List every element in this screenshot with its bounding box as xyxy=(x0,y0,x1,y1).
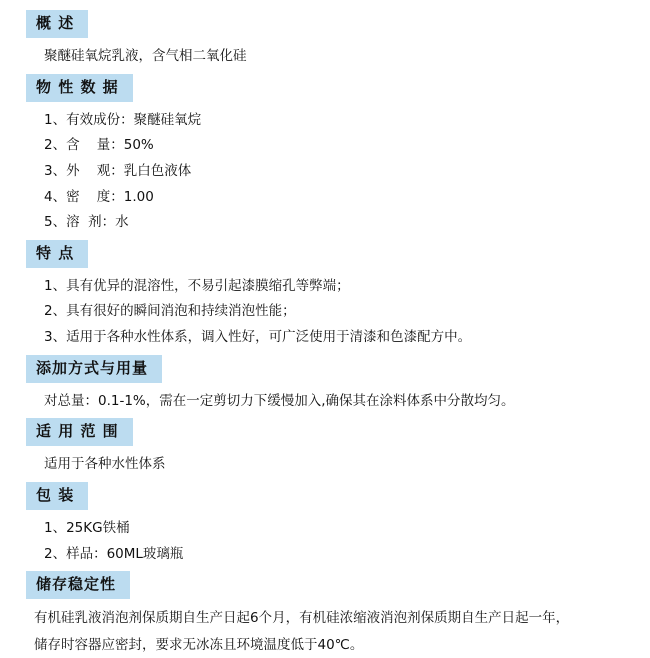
section-body-application-scope xyxy=(26,452,632,478)
section-heading-packaging: 包 装 xyxy=(26,482,88,510)
list-item: 3、外 观：乳白色液体 xyxy=(44,162,192,179)
section-body-storage-stability xyxy=(26,605,632,658)
list-item: 2、具有很好的瞬间消泡和持续消泡性能； xyxy=(44,303,296,320)
list-item: 1、有效成份：聚醚硅氧烷 xyxy=(44,111,202,128)
list-item: 5、溶 剂：水 xyxy=(44,214,129,231)
section-packaging xyxy=(26,482,632,567)
text-line: 对总量：0.1-1%，需在一定剪切力下缓慢加入,确保其在涂料体系中分散均匀。 xyxy=(44,392,515,409)
section-heading-dosage: 添加方式与用量 xyxy=(26,355,162,383)
section-overview xyxy=(26,10,632,70)
text-line: 有机硅乳液消泡剂保质期自生产日起6个月，有机硅浓缩液消泡剂保质期自生产日起一年， xyxy=(34,610,570,627)
list-item: 3、适用于各种水性体系，调入性好，可广泛使用于清漆和色漆配方中。 xyxy=(44,329,472,346)
section-body-dosage xyxy=(26,389,632,415)
list-item: 2、样品：60ML玻璃瓶 xyxy=(44,545,184,562)
list-item: 2、含 量：50% xyxy=(44,137,154,154)
section-storage-stability xyxy=(26,571,632,658)
section-dosage xyxy=(26,355,632,415)
text-line: 适用于各种水性体系 xyxy=(44,456,166,473)
section-heading-application-scope: 适 用 范 围 xyxy=(26,418,133,446)
section-body-overview xyxy=(26,44,632,70)
section-body-physical-data xyxy=(26,108,632,236)
section-physical-data xyxy=(26,74,632,236)
section-heading-features: 特 点 xyxy=(26,240,88,268)
text-line: 聚醚硅氧烷乳液，含气相二氧化硅 xyxy=(44,48,247,64)
list-item: 1、具有优异的混溶性，不易引起漆膜缩孔等弊端； xyxy=(44,277,350,294)
section-application-scope xyxy=(26,418,632,478)
list-item: 4、密 度：1.00 xyxy=(44,188,154,205)
section-features xyxy=(26,240,632,351)
section-heading-overview: 概 述 xyxy=(26,10,88,38)
text-line: 储存时容器应密封，要求无冰冻且环境温度低于40℃。 xyxy=(34,636,364,653)
section-heading-physical-data: 物 性 数 据 xyxy=(26,74,133,102)
section-body-packaging xyxy=(26,516,632,567)
list-item: 1、25KG铁桶 xyxy=(44,520,130,537)
section-body-features xyxy=(26,274,632,351)
section-heading-storage-stability: 储存稳定性 xyxy=(26,571,130,599)
